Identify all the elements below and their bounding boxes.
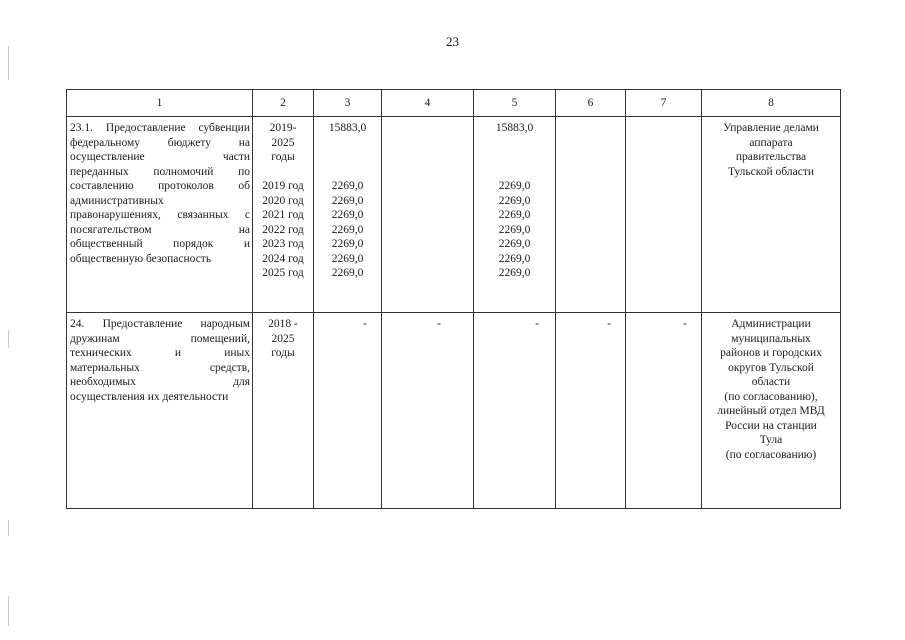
description-line: федеральному бюджету на xyxy=(70,136,250,149)
col3-cell xyxy=(314,313,382,509)
org-line: России на станции xyxy=(725,419,817,432)
col7-cell xyxy=(626,117,702,313)
description-line: административных xyxy=(70,194,164,207)
year-label: 2023 год xyxy=(262,238,304,250)
description-line: осуществления их деятельности xyxy=(70,390,229,403)
year-value: 2269,0 xyxy=(331,223,364,236)
description-line: 23.1. Предоставление субвенции xyxy=(70,122,250,134)
dash-value: - xyxy=(437,318,441,330)
year-label: 2022 год xyxy=(262,223,304,236)
year-value: 2269,0 xyxy=(331,194,364,207)
col7-cell xyxy=(626,313,702,509)
org-cell xyxy=(702,117,841,313)
description-line: дружинам помещений, xyxy=(70,332,250,345)
period-line: 2025 xyxy=(271,332,295,345)
col3-cell xyxy=(314,117,382,313)
year-label: 2020 год xyxy=(262,194,304,207)
description-line: осуществление части xyxy=(70,151,250,163)
org-line: округов Тульской xyxy=(728,361,814,374)
period-line: 2018 - xyxy=(268,318,298,330)
year-value: 2269,0 xyxy=(331,180,364,192)
description-line: общественный порядок и xyxy=(70,238,250,250)
header-cell: 6 xyxy=(556,90,626,117)
year-value: 2269,0 xyxy=(498,223,531,236)
description-line: материальных средств, xyxy=(70,361,250,374)
org-line: районов и городских xyxy=(720,347,822,359)
description-line: переданных полномочий по xyxy=(70,165,250,178)
year-label: 2021 год xyxy=(262,209,304,221)
col4-cell xyxy=(382,313,474,509)
year-label: 2025 год xyxy=(262,267,304,279)
period-line: 2025 xyxy=(271,136,295,149)
org-line: Тула xyxy=(759,434,783,446)
header-cell: 8 xyxy=(702,90,841,117)
dash-value: - xyxy=(535,318,539,330)
org-line: области xyxy=(751,376,791,388)
year-value: 2269,0 xyxy=(498,209,531,221)
year-value: 2269,0 xyxy=(331,252,364,265)
description-line: необходимых для xyxy=(70,376,250,388)
year-label: 2024 год xyxy=(262,252,304,265)
header-cell: 7 xyxy=(626,90,702,117)
year-value: 2269,0 xyxy=(331,209,364,221)
year-value: 2269,0 xyxy=(498,252,531,265)
description-line: составлению протоколов об xyxy=(70,180,250,192)
table-row xyxy=(67,117,841,313)
header-cell: 2 xyxy=(253,90,314,117)
description-line: 24. Предоставление народным xyxy=(70,318,250,330)
col5-cell xyxy=(474,117,556,313)
dash-value: - xyxy=(607,318,611,330)
col6-cell xyxy=(556,313,626,509)
header-cell: 4 xyxy=(382,90,474,117)
org-cell xyxy=(702,313,841,509)
col6-cell xyxy=(556,117,626,313)
scan-edge-mark xyxy=(8,596,9,626)
org-line: аппарата xyxy=(749,136,793,149)
dash-value: - xyxy=(363,318,367,330)
description-line: общественную безопасность xyxy=(70,252,212,265)
description-cell xyxy=(67,117,253,313)
year-value: 2269,0 xyxy=(498,180,531,192)
dash-value: - xyxy=(683,318,687,330)
org-line: муниципальных xyxy=(731,332,811,345)
description-line: технических и иных xyxy=(70,347,250,359)
total-value: 15883,0 xyxy=(495,122,534,134)
scan-edge-mark xyxy=(8,520,9,536)
description-line: посягательством на xyxy=(70,223,250,236)
col5-cell xyxy=(474,313,556,509)
year-value: 2269,0 xyxy=(498,194,531,207)
period-cell xyxy=(253,117,314,313)
description-line: правонарушениях, связанных с xyxy=(70,209,250,221)
header-row xyxy=(67,90,841,117)
table-row xyxy=(67,313,841,509)
year-value: 2269,0 xyxy=(331,238,364,250)
org-line: Тульской области xyxy=(727,165,814,178)
page-number: 23 xyxy=(446,34,459,49)
year-value: 2269,0 xyxy=(498,238,531,250)
header-cell: 1 xyxy=(67,90,253,117)
year-label: 2019 год xyxy=(262,180,304,192)
description-cell xyxy=(67,313,253,509)
org-line: Администрации xyxy=(731,318,811,330)
org-line: (по согласованию) xyxy=(725,448,817,461)
period-line: годы xyxy=(271,151,295,163)
total-value: 15883,0 xyxy=(328,122,367,134)
org-line: (по согласованию), xyxy=(724,390,818,403)
header-cell: 3 xyxy=(314,90,382,117)
year-value: 2269,0 xyxy=(331,267,364,279)
org-line: правительства xyxy=(735,151,807,163)
scan-edge-mark xyxy=(8,46,9,80)
org-line: линейный отдел МВД xyxy=(717,405,825,417)
period-line: годы xyxy=(271,347,295,359)
year-value: 2269,0 xyxy=(498,267,531,279)
scan-edge-mark xyxy=(8,330,9,348)
col4-cell xyxy=(382,117,474,313)
org-line: Управление делами xyxy=(723,122,819,134)
period-line: 2019- xyxy=(269,122,297,134)
period-cell xyxy=(253,313,314,509)
program-table xyxy=(66,89,841,509)
header-cell: 5 xyxy=(474,90,556,117)
